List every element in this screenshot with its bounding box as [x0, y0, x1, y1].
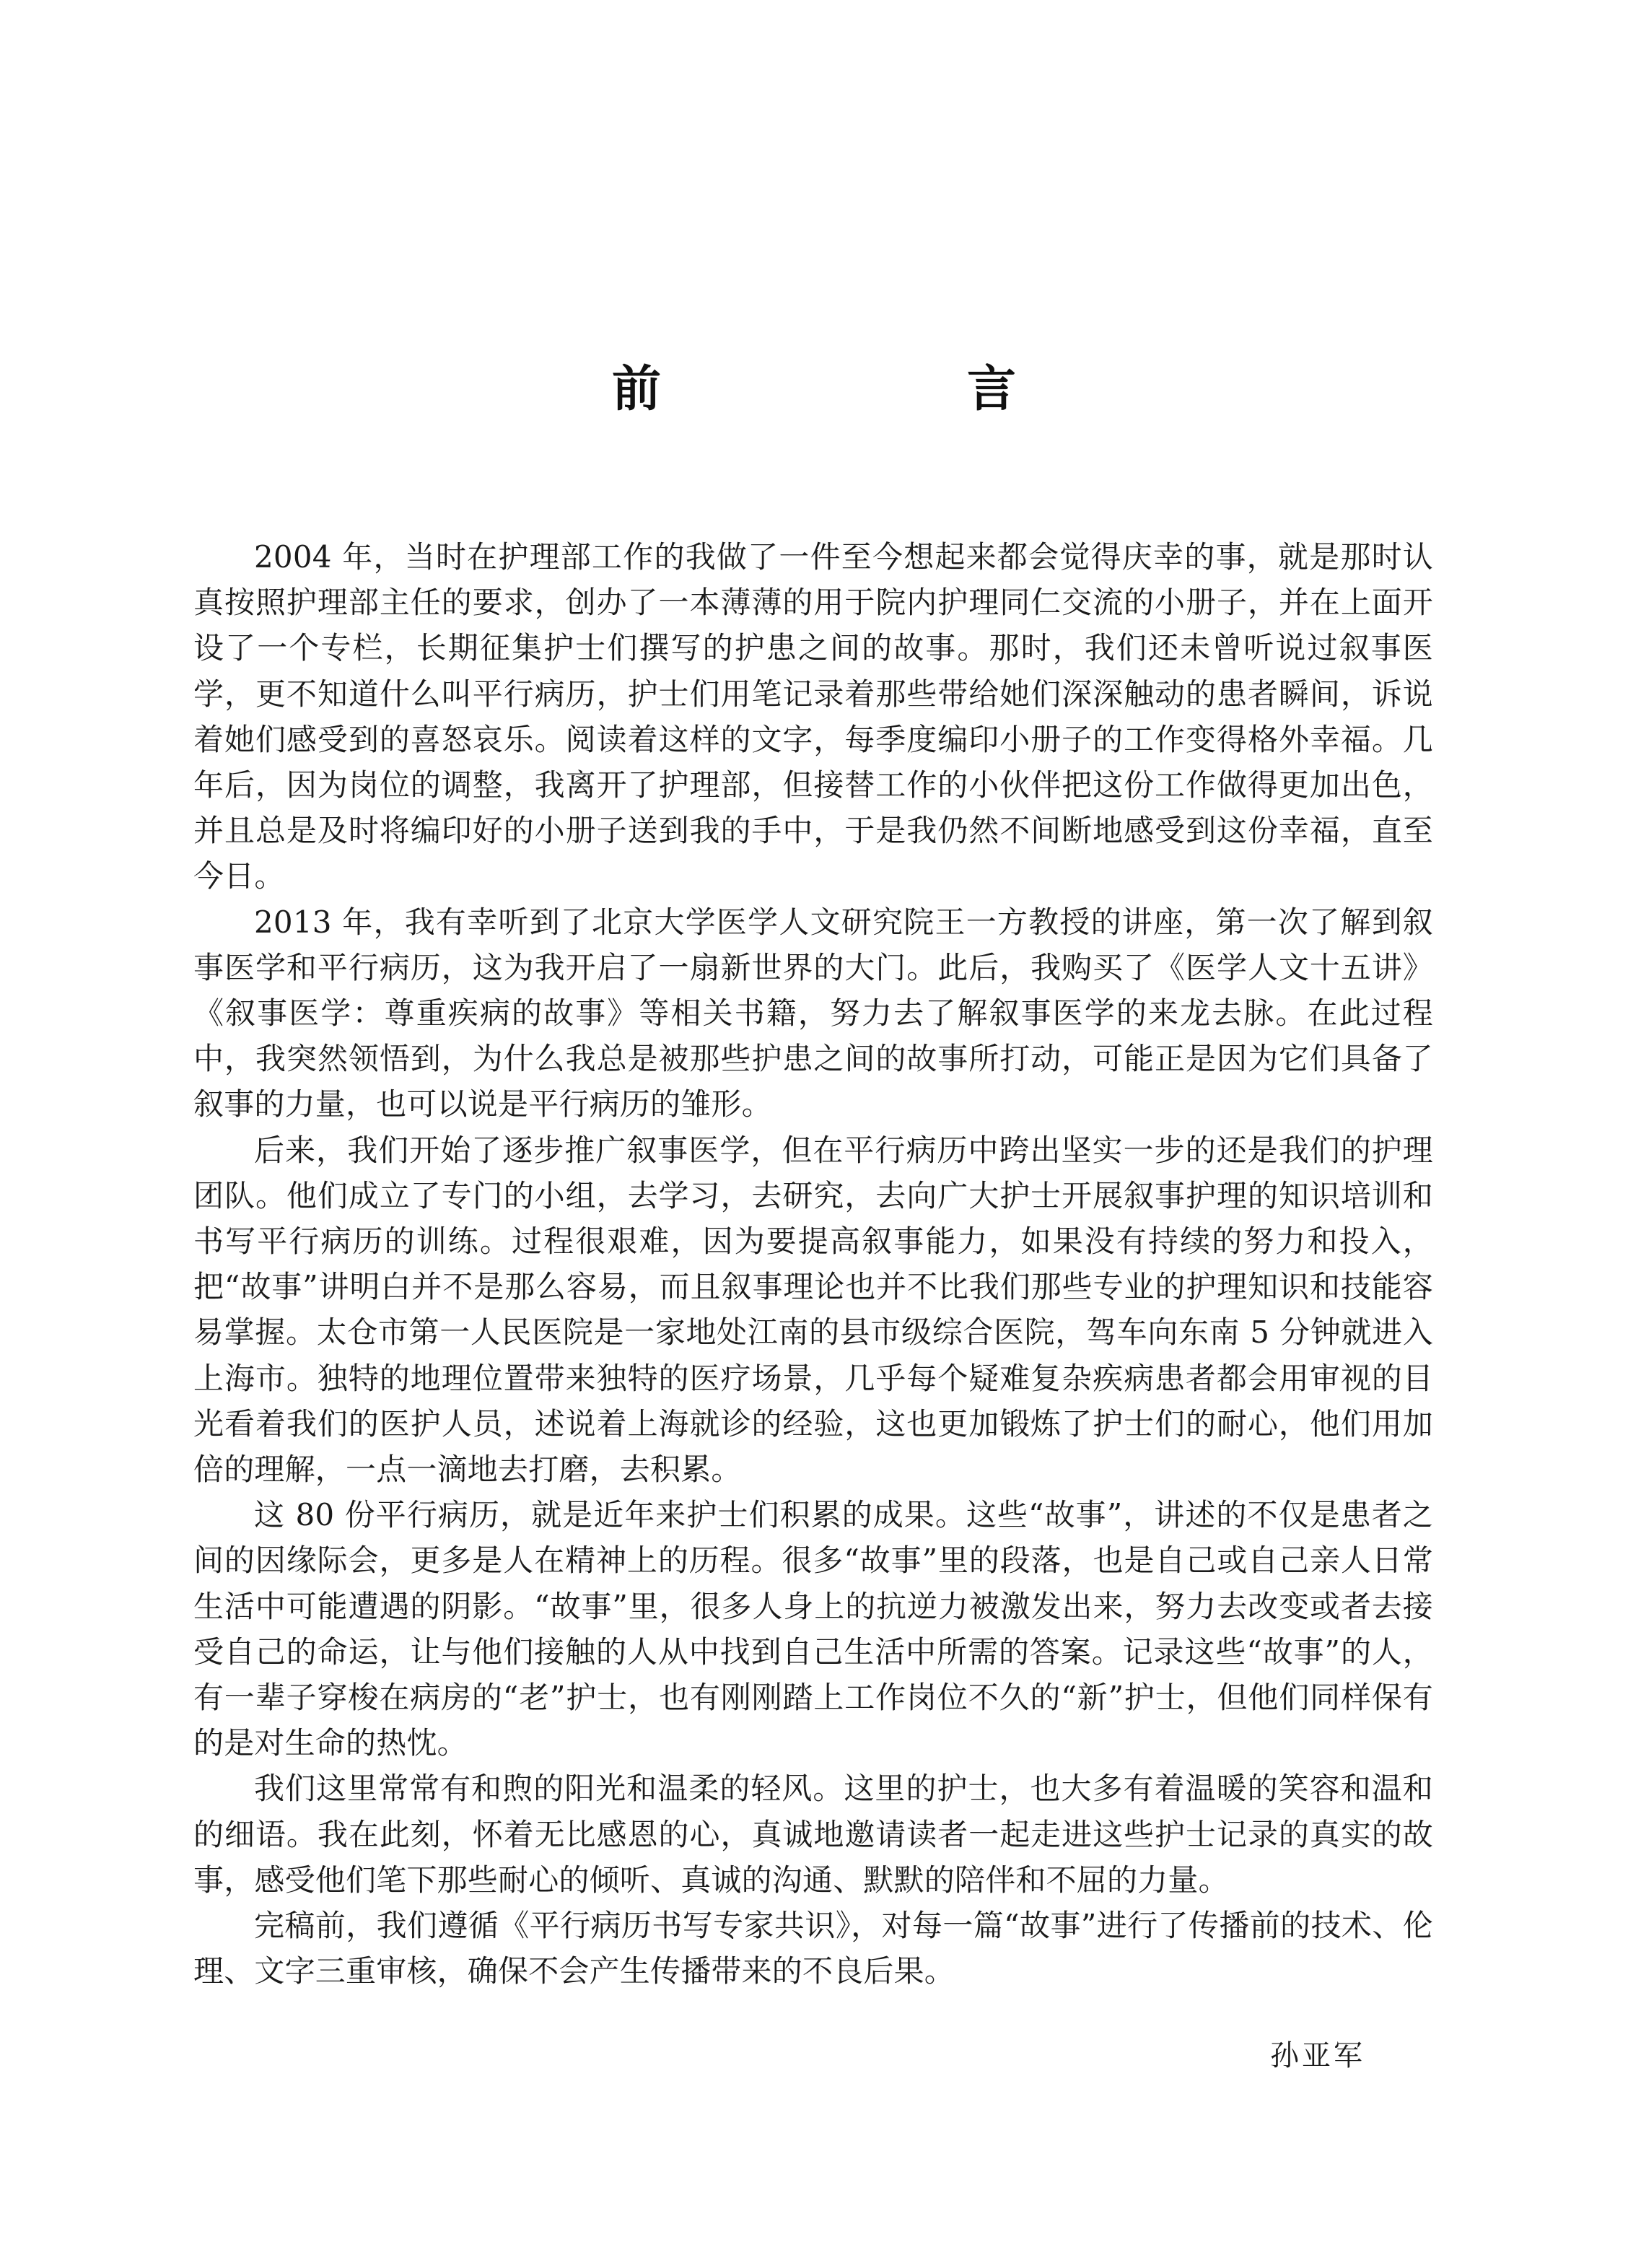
paragraph-2: 2013 年，我有幸听到了北京大学医学人文研究院王一方教授的讲座，第一次了解到叙事医学和平行病历，这为我开启了一扇新世界的大门。此后，我购买了《医学人文十五讲》《叙事医学：尊重疾病的故事》等相关书籍，努力去了解叙事医学的来龙去脉。在此过程中，我突然领悟到，为什么我总是被那些护患之间的故事所打动，可能正是因为它们具备了叙事的力量，也可以说是平行病历的雏形。: [193, 904, 1433, 1122]
paragraph-1: 2004 年，当时在护理部工作的我做了一件至今想起来都会觉得庆幸的事，就是那时认真按照护理部主任的要求，创办了一本薄薄的用于院内护理同仁交流的小册子，并在上面开设了一个专栏，长期征集护士们撰写的护患之间的故事。那时，我们还未曾听说过叙事医学，更不知道什么叫平行病历，护士们用笔记录着那些带给她们深深触动的患者瞬间，诉说着她们感受到的喜怒哀乐。阅读着这样的文字，每季度编印小册子的工作变得格外幸福。几年后，因为岗位的调整，我离开了护理部，但接替工作的小伙伴把这份工作做得更加出色，并且总是及时将编印好的小册子送到我的手中，于是我仍然不间断地感受到这份幸福，直至今日。: [193, 539, 1433, 894]
paragraph-3: 后来，我们开始了逐步推广叙事医学，但在平行病历中跨出坚实一步的还是我们的护理团队。他们成立了专门的小组，去学习，去研究，去向广大护士开展叙事护理的知识培训和书写平行病历的训练。过程很艰难，因为要提高叙事能力，如果没有持续的努力和投入，把“故事”讲明白并不是那么容易，而且叙事理论也并不比我们那些专业的护理知识和技能容易掌握。太仓市第一人民医院是一家地处江南的县市级综合医院，驾车向东南 5 分钟就进入上海市。独特的地理位置带来独特的医疗场景，几乎每个疑难复杂疾病患者都会用审视的目光看着我们的医护人员，述说着上海就诊的经验，这也更加锻炼了护士们的耐心，他们用加倍的理解，一点一滴地去打磨，去积累。: [193, 1132, 1433, 1488]
page-title: 前 言: [611, 359, 1085, 418]
paragraph-6: 完稿前，我们遵循《平行病历书写专家共识》，对每一篇“故事”进行了传播前的技术、伦理、文字三重审核，确保不会产生传播带来的不良后果。: [193, 1908, 1433, 1989]
author-signature: 孙亚军: [1270, 2039, 1365, 2072]
paragraph-5: 我们这里常常有和煦的阳光和温柔的轻风。这里的护士，也大多有着温暖的笑容和温和的细语。我在此刻，怀着无比感恩的心，真诚地邀请读者一起走进这些护士记录的真实的故事，感受他们笔下那些耐心的倾听、真诚的沟通、默默的陪伴和不屈的力量。: [193, 1771, 1433, 1898]
preface-body: [193, 534, 1433, 1994]
paragraph-4: 这 80 份平行病历，就是近年来护士们积累的成果。这些“故事”，讲述的不仅是患者之间的因缘际会，更多是人在精神上的历程。很多“故事”里的段落，也是自己或自己亲人日常生活中可能遭遇的阴影。“故事”里，很多人身上的抗逆力被激发出来，努力去改变或者去接受自己的命运，让与他们接触的人从中找到自己生活中所需的答案。记录这些“故事”的人，有一辈子穿梭在病房的“老”护士，也有刚刚踏上工作岗位不久的“新”护士，但他们同样保有的是对生命的热忱。: [193, 1497, 1433, 1761]
